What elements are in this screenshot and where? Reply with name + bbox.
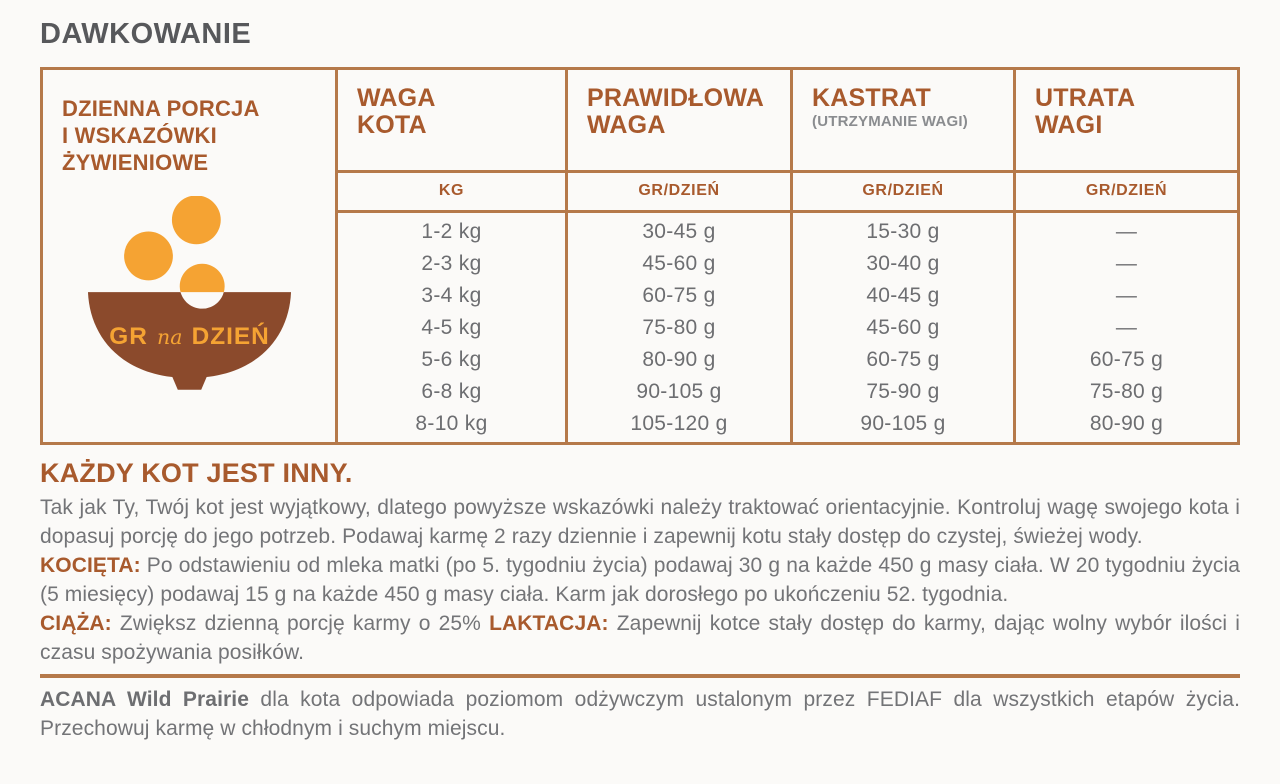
- column-header-waga-kota: [335, 70, 565, 170]
- kibble-dot-icon: [171, 196, 220, 244]
- column-header-prawidlowa-waga: [565, 70, 790, 170]
- unit-cell-gr-dzien: GR/DZIEŃ: [790, 170, 1013, 210]
- pregnancy-lactation-paragraph: [40, 609, 1240, 667]
- table-value: 15-30 g: [866, 220, 940, 243]
- lactation-label: LAKTACJA:: [489, 612, 609, 635]
- pregnancy-label: CIĄŻA:: [40, 612, 112, 635]
- table-value: 30-40 g: [866, 252, 940, 275]
- kittens-label: KOCIĘTA:: [40, 554, 141, 577]
- table-value: 45-60 g: [642, 252, 716, 275]
- table-value: 105-120 g: [630, 412, 728, 435]
- unit-cell-gr-dzien: GR/DZIEŃ: [1013, 170, 1237, 210]
- table-value: 60-75 g: [642, 284, 716, 307]
- table-value: —: [1115, 316, 1138, 339]
- bowl-foot: [171, 376, 206, 390]
- column-header-utrata-wagi: [1013, 70, 1237, 170]
- table-value: —: [1115, 220, 1138, 243]
- table-value: 80-90 g: [1089, 412, 1164, 435]
- unit-cell-gr-dzien: GR/DZIEŃ: [565, 170, 790, 210]
- intro-paragraph: [40, 493, 1240, 551]
- data-column-correct-weight: [565, 210, 790, 442]
- page-title: DAWKOWANIE: [40, 18, 252, 50]
- kittens-text: Po odstawieniu od mleka matki (po 5. tygodniu życia) podawaj 30 g na każde 450 g masy ciała. W 20 tygodniu życia (5 miesięcy) podawaj 15 g na każde 450 g masy ciała. Karm jak dorosłego po ukończeniu 52. tygodnia.: [40, 554, 1240, 606]
- table-value: 3-4 kg: [421, 284, 482, 307]
- table-value: 75-80 g: [642, 316, 716, 339]
- table-value: 60-75 g: [866, 348, 940, 371]
- divider-line: [40, 674, 1240, 678]
- table-value: 90-105 g: [636, 380, 722, 403]
- footer-text: dla kota odpowiada poziomom odżywczym ustalonym przez FEDIAF dla wszystkich etapów życia. Przechowuj karmę w chłodnym i suchym miejscu.: [40, 688, 1240, 740]
- daily-portion-header-line2: I WSKAZÓWKI ŻYWIENIOWE: [62, 123, 217, 175]
- bowl-with-kibble-icon: [87, 196, 292, 394]
- daily-portion-cell: [43, 70, 335, 442]
- table-value: 1-2 kg: [421, 220, 482, 243]
- table-value: 8-10 kg: [415, 412, 488, 435]
- table-value: —: [1115, 252, 1138, 275]
- column-header-subtitle: (UTRZYMANIE WAGI): [812, 113, 968, 130]
- column-header-line1: UTRATA: [1035, 84, 1136, 112]
- daily-portion-header: [43, 70, 335, 176]
- bowl-icon-wrapper: [87, 196, 292, 399]
- table-value: 4-5 kg: [421, 316, 482, 339]
- column-header-line1: WAGA: [357, 84, 436, 112]
- kibble-dot-icon: [124, 232, 173, 281]
- table-value: 75-90 g: [866, 380, 940, 403]
- daily-portion-header-line1: DZIENNA PORCJA: [62, 96, 260, 121]
- column-header-line1: PRAWIDŁOWA: [587, 84, 764, 112]
- data-column-neutered: [790, 210, 1013, 442]
- table-value: 60-75 g: [1089, 348, 1164, 371]
- column-header-line2: WAGI: [1035, 111, 1103, 139]
- column-header-kastrat: [790, 70, 1013, 170]
- column-header-line2: WAGA: [587, 111, 666, 139]
- section-heading: KAŻDY KOT JEST INNY.: [40, 458, 353, 488]
- table-value: 2-3 kg: [421, 252, 482, 275]
- intro-text: Tak jak Ty, Twój kot jest wyjątkowy, dlatego powyższe wskazówki należy traktować orientacyjnie. Kontroluj wagę swojego kota i dopasuj porcję do jego potrzeb. Podawaj karmę 2 razy dziennie i zapewnij kotu stały dostęp do czystej, świeżej wody.: [40, 496, 1240, 548]
- lactation-text: Zapewnij kotce stały dostęp do karmy, dając wolny wybór ilości i czasu spożywania posiłków.: [40, 612, 1240, 664]
- data-column-weight-loss: [1013, 210, 1237, 442]
- unit-cell-kg: KG: [335, 170, 565, 210]
- product-name: ACANA Wild Prairie: [40, 688, 249, 711]
- table-value: 5-6 kg: [421, 348, 482, 371]
- table-value: 6-8 kg: [421, 380, 482, 403]
- table-value: 90-105 g: [860, 412, 946, 435]
- table-value: 30-45 g: [642, 220, 716, 243]
- footer-paragraph: [40, 685, 1240, 743]
- feeding-table: [40, 67, 1240, 445]
- pregnancy-text: Zwiększ dzienną porcję karmy o 25%: [119, 612, 481, 635]
- table-value: 45-60 g: [866, 316, 940, 339]
- column-header-line2: KOTA: [357, 111, 427, 139]
- table-value: 40-45 g: [866, 284, 940, 307]
- notes-section: [40, 458, 1240, 743]
- data-column-cat-weight: [335, 210, 565, 442]
- table-value: —: [1115, 284, 1138, 307]
- table-value: 75-80 g: [1089, 380, 1164, 403]
- kittens-paragraph: [40, 551, 1240, 609]
- table-value: 80-90 g: [642, 348, 716, 371]
- bowl-label: GR na DZIEŃ: [108, 322, 270, 350]
- column-header-line1: KASTRAT: [812, 84, 931, 112]
